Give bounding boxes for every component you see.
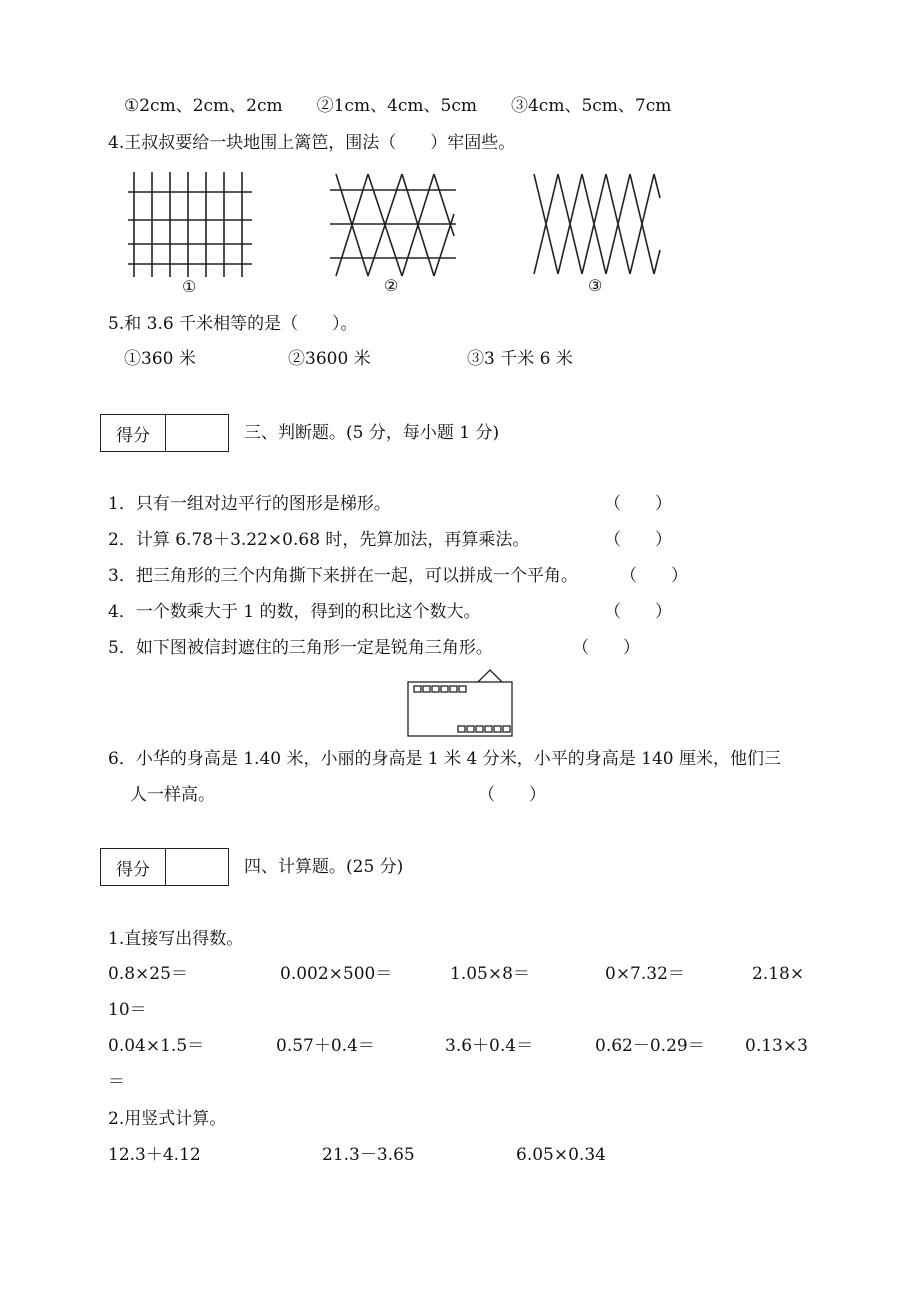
score-blank[interactable] bbox=[166, 415, 228, 451]
calc-r2-3: 3.6＋0.4＝ bbox=[445, 1036, 534, 1056]
judge-item-4: 4．一个数乘大于 1 的数，得到的积比这个数大。 bbox=[108, 602, 481, 622]
q5-stem: 5.和 3.6 千米相等的是（ ）。 bbox=[108, 314, 358, 334]
judge-paren-2[interactable]: （ ） bbox=[604, 530, 672, 550]
judge-paren-1[interactable]: （ ） bbox=[604, 494, 672, 514]
calc-r2-2: 0.57＋0.4＝ bbox=[276, 1036, 375, 1056]
judge-item-3: 3．把三角形的三个内角撕下来拼在一起，可以拼成一个平角。 bbox=[108, 566, 578, 586]
judge-paren-6[interactable]: （ ） bbox=[478, 785, 546, 805]
calc-r2-wrap: ＝ bbox=[108, 1072, 125, 1092]
fence-figure-3 bbox=[532, 174, 662, 274]
q3-options: ①2cm、2cm、2cm ②1cm、4cm、5cm ③4cm、5cm、7cm bbox=[124, 96, 672, 116]
calc-r1-wrap: 10＝ bbox=[108, 1000, 147, 1020]
calc-r2-1: 0.04×1.5＝ bbox=[108, 1036, 205, 1056]
calc-sub2: 2.用竖式计算。 bbox=[108, 1109, 227, 1129]
judge-paren-3[interactable]: （ ） bbox=[620, 566, 688, 586]
judge-item-6-line1: 6．小华的身高是 1.40 米，小丽的身高是 1 米 4 分米，小平的身高是 140 厘米，他们三 bbox=[108, 749, 781, 769]
fence-label-1: ① bbox=[182, 277, 197, 296]
section3-title: 三、判断题。(5 分，每小题 1 分) bbox=[244, 423, 500, 443]
fence-figure-1 bbox=[128, 172, 252, 277]
q5-option-3: ③3 千米 6 米 bbox=[467, 349, 573, 369]
calc-r1-4: 0×7.32＝ bbox=[605, 964, 685, 984]
calc-r3-1: 12.3＋4.12 bbox=[108, 1145, 201, 1165]
section4-title: 四、计算题。(25 分) bbox=[244, 857, 404, 877]
q5-option-1: ①360 米 bbox=[124, 349, 196, 369]
score-box bbox=[100, 414, 229, 452]
calc-r1-2: 0.002×500＝ bbox=[280, 964, 393, 984]
calc-sub1: 1.直接写出得数。 bbox=[108, 929, 244, 949]
q5-option-2: ②3600 米 bbox=[288, 349, 371, 369]
calc-r1-1: 0.8×25＝ bbox=[108, 964, 188, 984]
fence-label-2: ② bbox=[384, 276, 399, 295]
score-blank-2[interactable] bbox=[166, 849, 228, 885]
calc-r2-5: 0.13×3 bbox=[745, 1036, 808, 1056]
judge-item-5: 5．如下图被信封遮住的三角形一定是锐角三角形。 bbox=[108, 638, 493, 658]
calc-r1-5: 2.18× bbox=[752, 964, 805, 984]
score-box-2 bbox=[100, 848, 229, 886]
calc-r2-4: 0.62－0.29＝ bbox=[595, 1036, 705, 1056]
score-label-2: 得分 bbox=[101, 849, 166, 885]
calc-r3-2: 21.3－3.65 bbox=[322, 1145, 415, 1165]
q4-stem: 4.王叔叔要给一块地围上篱笆，围法（ ）牢固些。 bbox=[108, 133, 516, 153]
fence-figure-2 bbox=[330, 174, 456, 276]
judge-item-2: 2．计算 6.78＋3.22×0.68 时，先算加法，再算乘法。 bbox=[108, 530, 530, 550]
fence-label-3: ③ bbox=[588, 276, 603, 295]
judge-paren-5[interactable]: （ ） bbox=[572, 638, 640, 658]
envelope-figure bbox=[406, 670, 514, 738]
score-label: 得分 bbox=[101, 415, 166, 451]
judge-item-6-line2: 人一样高。 bbox=[130, 785, 215, 805]
calc-r3-3: 6.05×0.34 bbox=[516, 1145, 606, 1165]
judge-paren-4[interactable]: （ ） bbox=[604, 602, 672, 622]
calc-r1-3: 1.05×8＝ bbox=[450, 964, 530, 984]
judge-item-1: 1．只有一组对边平行的图形是梯形。 bbox=[108, 494, 391, 514]
